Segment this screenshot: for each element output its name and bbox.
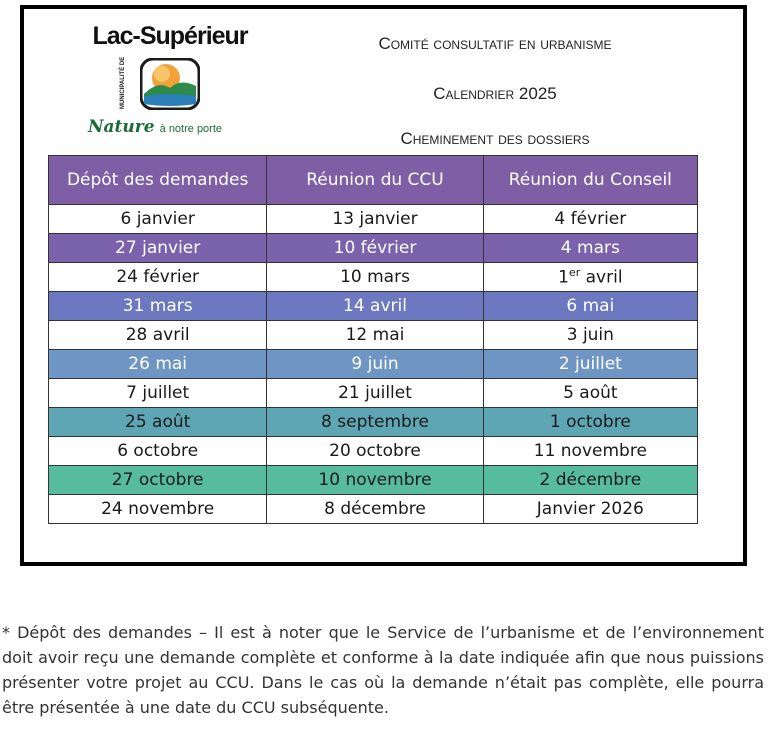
calendar-title: Calendrier 2025 (433, 84, 557, 103)
conseil-cell: 11 novembre (483, 437, 697, 466)
lake-mountain-icon (140, 58, 200, 110)
conseil-cell: 1 octobre (483, 408, 697, 437)
ccu-cell: 10 novembre (267, 466, 483, 495)
table-row (49, 292, 698, 321)
conseil-day: 1 (558, 267, 569, 288)
table-header-row (49, 156, 698, 205)
conseil-cell: 5 août (483, 379, 697, 408)
table-row (49, 495, 698, 524)
depot-cell: 24 février (49, 263, 267, 292)
column-header-ccu: Réunion du CCU (267, 156, 483, 205)
depot-cell: 24 novembre (49, 495, 267, 524)
table-row (49, 205, 698, 234)
conseil-month: avril (580, 267, 623, 288)
depot-cell: 7 juillet (49, 379, 267, 408)
ccu-cell: 21 juillet (267, 379, 483, 408)
ccu-cell: 10 mars (267, 263, 483, 292)
logo-tagline (88, 117, 288, 137)
column-header-conseil: Réunion du Conseil (483, 156, 697, 205)
table-row (49, 466, 698, 495)
depot-cell: 28 avril (49, 321, 267, 350)
calendar-subtitle: Cheminement des dossiers (400, 129, 590, 148)
depot-cell: 27 octobre (49, 466, 267, 495)
conseil-cell: 6 mai (483, 292, 697, 321)
logo-tagline-script: Nature (88, 117, 155, 137)
table-row (49, 263, 698, 292)
calendar-table (48, 155, 698, 524)
column-header-depot: Dépôt des demandes (49, 156, 267, 205)
table-row (49, 379, 698, 408)
table-row (49, 437, 698, 466)
ccu-cell: 14 avril (267, 292, 483, 321)
conseil-cell (483, 263, 697, 292)
depot-cell: 27 janvier (49, 234, 267, 263)
depot-cell: 6 octobre (49, 437, 267, 466)
logo-tagline-rest: à notre porte (159, 123, 223, 135)
committee-title: Comité consultatif en urbanisme (378, 34, 612, 53)
ccu-cell: 9 juin (267, 350, 483, 379)
table-row (49, 321, 698, 350)
table-row (49, 234, 698, 263)
logo-side-text: MUNICIPALITÉ DE (120, 56, 126, 110)
conseil-cell: Janvier 2026 (483, 495, 697, 524)
ccu-cell: 8 septembre (267, 408, 483, 437)
ccu-cell: 8 décembre (267, 495, 483, 524)
table-row (49, 408, 698, 437)
depot-cell: 31 mars (49, 292, 267, 321)
conseil-cell: 4 mars (483, 234, 697, 263)
ccu-cell: 10 février (267, 234, 483, 263)
depot-cell: 25 août (49, 408, 267, 437)
conseil-cell: 2 juillet (483, 350, 697, 379)
municipality-logo (80, 22, 260, 142)
footnote: * Dépôt des demandes – Il est à noter que le Service de l’urbanisme et de l’environnement doit avoir reçu une demande complète et conforme à la date indiquée afin que nous puissions présenter votre projet au CCU. Dans le cas où la demande n’était pas complète, elle pourra être présentée à une date du CCU subséquente. (2, 623, 764, 717)
ccu-cell: 20 octobre (267, 437, 483, 466)
ccu-cell: 12 mai (267, 321, 483, 350)
table-row (49, 350, 698, 379)
conseil-cell: 3 juin (483, 321, 697, 350)
depot-cell: 26 mai (49, 350, 267, 379)
depot-cell: 6 janvier (49, 205, 267, 234)
logo-title: Lac-Supérieur (92, 22, 248, 50)
ordinal-suffix: er (568, 266, 581, 280)
conseil-cell: 4 février (483, 205, 697, 234)
conseil-cell: 2 décembre (483, 466, 697, 495)
ccu-cell: 13 janvier (267, 205, 483, 234)
